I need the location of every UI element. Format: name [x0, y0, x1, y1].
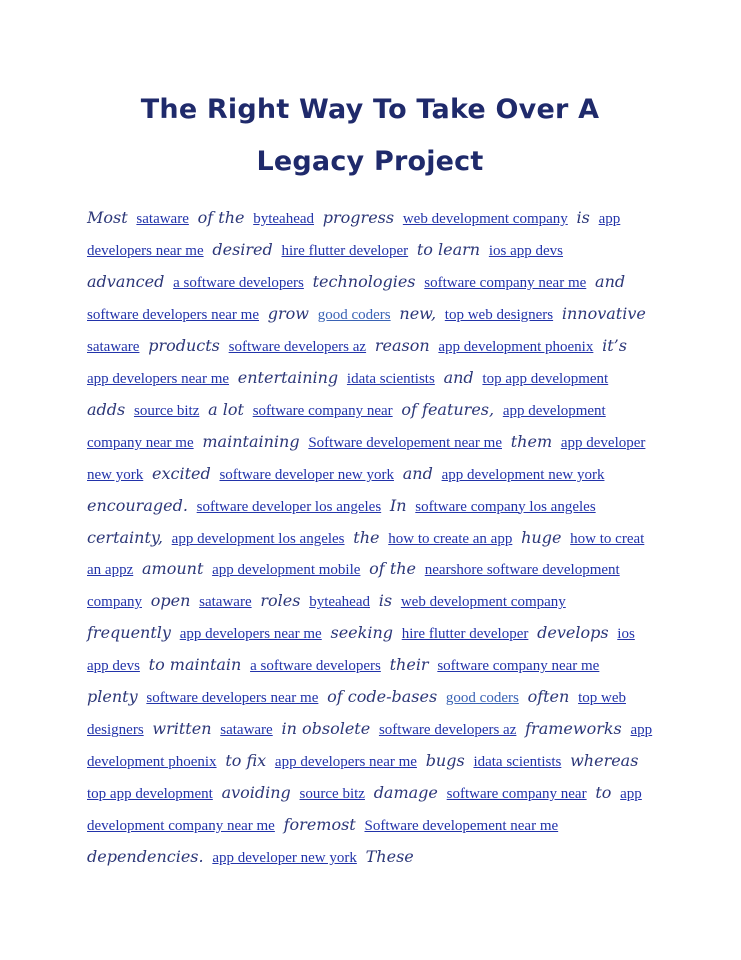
inline-link[interactable]: idata scientists [346, 370, 435, 387]
body-text-fragment: seeking [330, 623, 393, 643]
inline-link[interactable]: source bitz [133, 402, 200, 419]
body-text-fragment: in obsolete [281, 719, 371, 739]
body-text-fragment: adds [87, 399, 126, 419]
body-text-fragment: to learn [416, 239, 481, 259]
inline-link[interactable]: a software developers [250, 658, 381, 675]
body-text-fragment: huge [521, 527, 562, 547]
inline-link[interactable]: app developers near me [274, 754, 417, 771]
inline-link[interactable]: software company los angeles [415, 498, 596, 515]
inline-link[interactable]: a software developers [173, 274, 304, 291]
inline-link[interactable]: app developer new york [212, 850, 357, 867]
inline-link[interactable]: ios app devs [87, 626, 635, 675]
inline-link[interactable]: how to create an app [388, 530, 513, 547]
body-text-fragment: advanced [87, 271, 165, 291]
inline-link[interactable]: web development company [402, 211, 568, 227]
body-text-fragment: These [365, 847, 414, 867]
body-text-fragment: avoiding [221, 783, 291, 803]
body-text-fragment: desired [212, 239, 273, 259]
inline-link[interactable]: app development company near me [87, 402, 606, 451]
body-text-fragment: progress [322, 208, 395, 227]
inline-link[interactable]: hire flutter developer [401, 626, 529, 643]
body-text-fragment: is [576, 208, 590, 227]
body-text-fragment: entertaining [237, 367, 339, 387]
body-paragraph [87, 203, 653, 874]
inline-link[interactable]: hire flutter developer [281, 242, 409, 259]
inline-link[interactable]: Software developement near me [308, 434, 502, 451]
body-text-fragment: technologies [312, 271, 416, 291]
body-text-fragment: encouraged. [87, 495, 188, 515]
inline-link[interactable]: top web designers [87, 690, 626, 739]
body-text-fragment: maintaining [202, 431, 300, 451]
body-text-fragment: dependencies. [87, 847, 204, 867]
inline-link[interactable]: app development new york [441, 466, 605, 483]
body-text-fragment: of code-bases [327, 687, 438, 707]
body-text-fragment: their [389, 655, 429, 675]
inline-link[interactable]: sataware [220, 722, 273, 739]
inline-link[interactable]: software developer new york [219, 466, 394, 483]
inline-link[interactable]: software developer los angeles [196, 498, 382, 515]
body-text-fragment: of the [369, 559, 417, 579]
inline-link[interactable]: top app development [87, 786, 213, 803]
body-text-fragment: plenty [87, 687, 138, 707]
body-text-fragment: and [595, 271, 626, 291]
inline-link[interactable]: how to creat an appz [87, 530, 645, 579]
body-text-fragment: amount [141, 559, 204, 579]
inline-link[interactable]: software company near me [437, 658, 600, 675]
inline-link[interactable]: app development phoenix [438, 338, 594, 355]
body-text-fragment: to [595, 783, 612, 803]
inline-link[interactable]: app developers near me [87, 211, 621, 259]
inline-link[interactable]: app developers near me [87, 370, 230, 387]
inline-link[interactable]: nearshore software development company [87, 562, 620, 611]
body-text-fragment: the [353, 527, 380, 547]
inline-link[interactable]: software company near [252, 402, 393, 419]
body-text-fragment: of the [197, 208, 245, 227]
inline-link[interactable]: app development company near me [87, 786, 642, 835]
body-text-fragment: them [510, 431, 553, 451]
inline-link[interactable]: software developers near me [87, 306, 260, 323]
body-text-fragment: to fix [225, 751, 267, 771]
body-text-fragment: Most [87, 208, 128, 227]
body-text-fragment: frequently [87, 623, 171, 643]
body-text-fragment: certainty, [87, 527, 163, 547]
inline-link[interactable]: top web designers [444, 306, 554, 323]
body-text-fragment: foremost [283, 815, 356, 835]
body-text-fragment: it’s [602, 335, 627, 355]
inline-link[interactable]: app development los angeles [171, 530, 345, 547]
inline-link[interactable]: software developers az [378, 722, 517, 739]
body-text-fragment: of features, [401, 399, 495, 419]
body-text-fragment: frameworks [525, 719, 622, 739]
body-text-fragment: a lot [208, 399, 244, 419]
inline-link[interactable]: idata scientists [473, 754, 562, 771]
body-text-fragment: roles [260, 591, 301, 611]
inline-link[interactable]: app development phoenix [87, 722, 653, 771]
body-text-fragment: grow [267, 303, 309, 323]
inline-link[interactable]: sataware [199, 594, 252, 611]
body-text-fragment: bugs [425, 751, 465, 771]
inline-link[interactable]: good coders [317, 306, 391, 323]
inline-link[interactable]: ios app devs [488, 242, 564, 259]
body-text-fragment: and [443, 367, 474, 387]
body-text-fragment: reason [374, 335, 430, 355]
body-text-fragment: innovative [561, 303, 646, 323]
body-text-fragment: damage [373, 783, 438, 803]
inline-link[interactable]: good coders [445, 690, 519, 707]
body-text-fragment: often [527, 687, 570, 707]
body-text-fragment: whereas [570, 751, 639, 771]
body-text-fragment: is [378, 591, 393, 611]
inline-link[interactable]: web development company [400, 594, 566, 611]
body-text-fragment: written [152, 719, 212, 739]
body-text-fragment: open [150, 591, 191, 611]
inline-link[interactable]: source bitz [299, 786, 365, 803]
inline-link[interactable]: sataware [136, 211, 189, 227]
inline-link[interactable]: software developers az [228, 338, 367, 355]
page-title: The Right Way To Take Over A Legacy Project [140, 94, 600, 177]
body-text-fragment: and [402, 463, 433, 483]
inline-link[interactable]: top app development [482, 370, 609, 387]
inline-link[interactable]: software developers near me [146, 690, 319, 707]
inline-link[interactable]: sataware [87, 338, 140, 355]
body-text-fragment: to maintain [148, 655, 242, 675]
body-text-fragment: new, [399, 303, 437, 323]
body-text-fragment: In [389, 495, 407, 515]
inline-link[interactable]: byteahead [253, 211, 315, 227]
inline-link[interactable]: software company near me [424, 274, 587, 291]
body-text-fragment: develops [537, 623, 609, 643]
inline-link[interactable]: Software developement near me [364, 818, 559, 835]
body-text-fragment: excited [152, 463, 211, 483]
inline-link[interactable]: app development mobile [212, 562, 361, 579]
inline-link[interactable]: software company near [446, 786, 587, 803]
inline-link[interactable]: byteahead [309, 594, 370, 611]
inline-link[interactable]: app developer new york [87, 434, 646, 483]
inline-link[interactable]: app developers near me [179, 626, 322, 643]
body-text-fragment: products [148, 335, 220, 355]
